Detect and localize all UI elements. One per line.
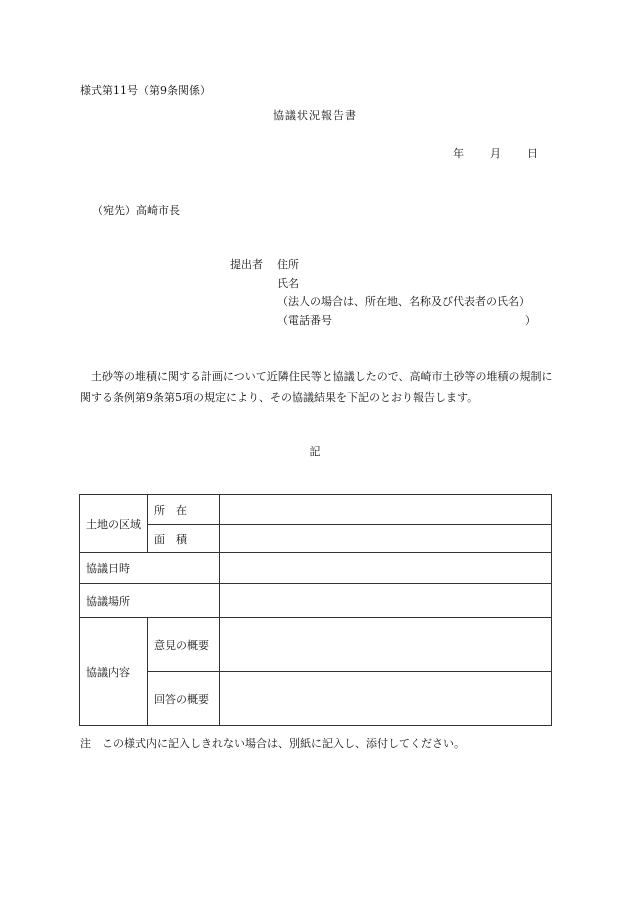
corporation-note: （法人の場合は、所在地、名称及び代表者の氏名）	[277, 295, 530, 308]
table-row	[80, 584, 552, 618]
table-row	[80, 495, 552, 525]
name-label: 氏名	[277, 277, 299, 290]
date-day-label: 日	[527, 147, 538, 160]
meeting-place-field[interactable]	[220, 584, 552, 618]
meeting-content-label: 協議内容	[80, 618, 148, 726]
area-field[interactable]	[220, 525, 552, 553]
address-label: 住所	[277, 258, 299, 271]
date-year-label: 年	[453, 147, 464, 160]
location-field[interactable]	[220, 495, 552, 525]
meeting-datetime-label: 協議日時	[80, 553, 220, 584]
location-label: 所 在	[148, 495, 220, 525]
table-row	[80, 525, 552, 553]
meeting-datetime-field[interactable]	[220, 553, 552, 584]
footnote: 注 この様式内に記入しきれない場合は、別紙に記入し、添付してください。	[80, 737, 465, 750]
ki-heading: 記	[309, 445, 321, 458]
table-row	[80, 618, 552, 672]
phone-label: （電話番号	[277, 314, 332, 327]
opinion-summary-label: 意見の概要	[148, 618, 220, 672]
submitter-label: 提出者	[230, 258, 263, 271]
area-label: 面 積	[148, 525, 220, 553]
report-table	[79, 494, 552, 726]
answer-summary-field[interactable]	[220, 672, 552, 726]
body-paragraph: 土砂等の堆積に関する計画について近隣住民等と協議したので、高崎市土砂等の堆積の規制に関する条例第9条第5項の規定により、その協議結果を下記のとおり報告します。	[80, 370, 553, 404]
form-number: 様式第11号（第9条関係）	[80, 84, 211, 97]
date-month-label: 月	[490, 147, 501, 160]
document-title: 協議状況報告書	[273, 109, 357, 122]
table-row	[80, 672, 552, 726]
opinion-summary-field[interactable]	[220, 618, 552, 672]
phone-close-paren: ）	[525, 314, 536, 327]
meeting-place-label: 協議場所	[80, 584, 220, 618]
table-row	[80, 553, 552, 584]
land-area-label: 土地の区域	[80, 495, 148, 553]
addressee: （宛先）高崎市長	[92, 204, 180, 217]
answer-summary-label: 回答の概要	[148, 672, 220, 726]
